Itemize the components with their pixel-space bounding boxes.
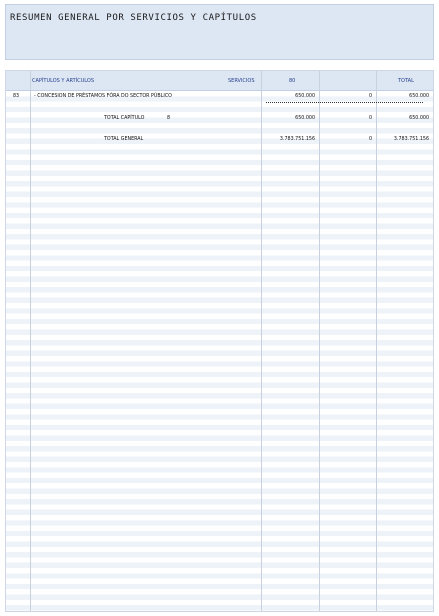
row-value-total: 650.000 — [409, 116, 429, 121]
column-divider — [376, 71, 377, 612]
row-code: 83 — [13, 94, 20, 99]
row-chapter-number: 8 — [167, 116, 171, 121]
row-value-80: 650.000 — [295, 94, 315, 99]
subtotal-dotted-rule — [266, 102, 423, 103]
row-description: TOTAL GENERAL — [104, 137, 144, 142]
column-header-total: TOTAL — [398, 78, 414, 84]
column-divider — [30, 71, 31, 612]
report-header — [5, 4, 434, 60]
report-title: RESUMEN GENERAL POR SERVICIOS Y CAPÍTULOS — [10, 13, 257, 23]
column-header-80: 80 — [289, 78, 296, 84]
table-row — [6, 136, 433, 144]
row-value-mid: 0 — [368, 137, 372, 142]
row-description: - CONCESION DE PRÉSTAMOS FÓRA DO SECTOR PÚBLICO — [34, 94, 172, 99]
row-value-mid: 0 — [368, 94, 372, 99]
table-body — [6, 91, 433, 612]
table-row — [6, 115, 433, 123]
row-value-total: 650.000 — [409, 94, 429, 99]
column-divider — [319, 71, 320, 612]
row-value-80: 650.000 — [295, 116, 315, 121]
column-header-chapters: CAPÍTULOS Y ARTÍCULOS — [32, 78, 94, 84]
column-header-services: SERVICIOS — [228, 78, 255, 84]
row-value-mid: 0 — [368, 116, 372, 121]
row-value-80: 3.783.751.156 — [279, 137, 315, 142]
row-description: TOTAL CAPÍTULO — [104, 116, 145, 121]
table-row — [6, 93, 433, 101]
column-divider — [261, 71, 262, 612]
report-table — [5, 70, 434, 612]
table-column-header — [6, 71, 433, 91]
row-value-total: 3.783.751.156 — [393, 137, 429, 142]
